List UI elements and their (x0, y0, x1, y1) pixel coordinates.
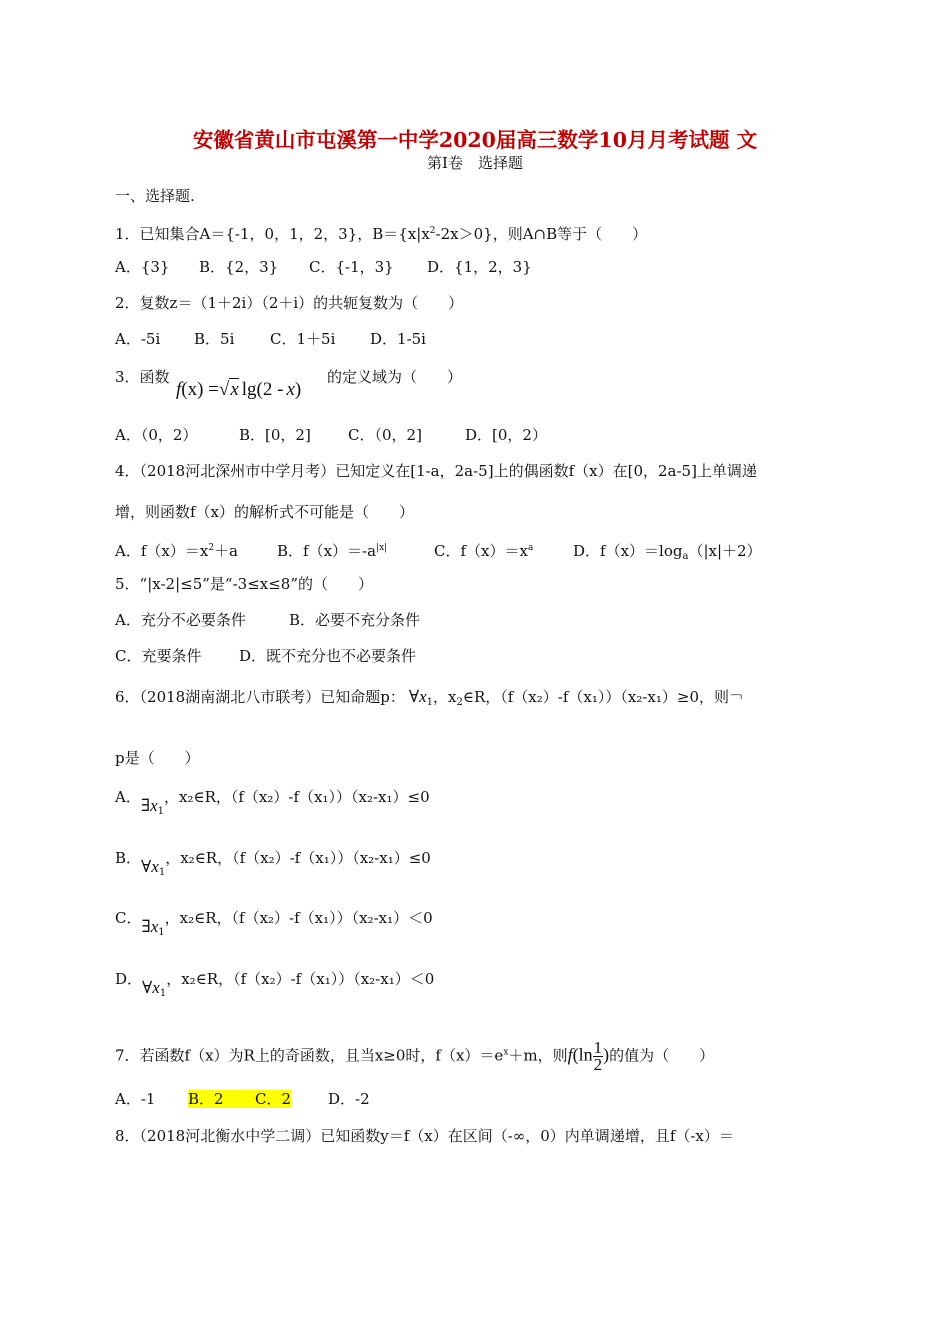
section-heading: 一、选择题. (115, 187, 195, 205)
option-a: A．-1 (115, 1090, 156, 1108)
question-4-line-1: 4．（2018河北深州市中学月考）已知定义在[1-a，2a-5]上的偶函数f（x）在[0，2a-5]上单调递 (115, 462, 757, 480)
option-a: A．-5i (115, 330, 161, 348)
question-5: 5．“|x-2|≤5”是“-3≤x≤8”的（ ） (115, 575, 373, 593)
option-a: A．{3} (115, 258, 170, 276)
question-1-options (115, 257, 532, 277)
option-c: C．$f(x)=x^a$ (434, 542, 534, 560)
option-d: D．{1，2，3} (427, 258, 532, 276)
question-5-options-row-2 (115, 646, 416, 666)
question-6-option-b: B．$\forall x_1$，x₂∈R，（f（x₂）-f（x₁））（x₂-x₁）≤0 (115, 849, 431, 878)
question-6-option-d: D．$\forall x_1$，x₂∈R，（f（x₂）-f（x₁））（x₂-x₁）＜0 (115, 970, 435, 999)
question-4-options (115, 538, 762, 567)
option-b: B．2 (188, 1090, 224, 1108)
question-6-line-1: 6．（2018湖南湖北八市联考）已知命题p： $\forall x_1$，$x_2\in R$，（f（x₂）-f（x₁））（x₂-x₁）≥0，则￢ (115, 687, 745, 708)
question-3-stem: 的定义域为（ ） (327, 368, 463, 386)
option-b: B．{2，3} (199, 258, 279, 276)
option-b: B．[0，2] (239, 426, 311, 444)
question-3-label: 3．函数 (115, 368, 170, 386)
question-2-options (115, 329, 426, 349)
question-4-line-2: 增，则函数f（x）的解析式不可能是（ ） (115, 503, 415, 521)
option-c: C．1＋5i (270, 330, 336, 348)
question-7-options (115, 1089, 370, 1109)
option-d: D．1-5i (370, 330, 426, 348)
option-a: A．（0，2） (115, 426, 198, 444)
question-6-option-a: A．$\exists x_1$，x₂∈R，（f（x₂）-f（x₁））（x₂-x₁）≤0 (115, 788, 430, 817)
option-c: C．{-1，3} (309, 258, 394, 276)
option-b: B．5i (194, 330, 235, 348)
option-c: C．2 (255, 1090, 292, 1108)
one-half-fraction: $\frac{1}{2}$ (593, 1038, 603, 1074)
question-7: 7．若函数f（x）为R上的奇函数，且当x≥0时，$f(x)=e^x+m$，则f(ln $\frac{1}{2}$ )的值为（ ） (115, 1038, 715, 1074)
section-subtitle: 第Ⅰ卷 选择题 (427, 154, 523, 172)
question-8: 8．（2018河北衡水中学二调）已知函数y＝f（x）在区间（-∞，0）内单调递增，且f（-x）＝ (115, 1127, 734, 1145)
highlighted-options (188, 1090, 291, 1108)
question-2: 2．复数z＝（1＋2i）（2＋i）的共轭复数为（ ） (115, 294, 464, 312)
option-d: D．-2 (328, 1090, 370, 1108)
option-a: A．$f(x)=x^2+a$ (115, 542, 238, 560)
question-3-options (115, 425, 547, 445)
page-title: 安徽省黄山市屯溪第一中学2020届高三数学10月月考试题 文 (192, 128, 758, 152)
question-5-options-row-1 (115, 610, 420, 630)
option-d: D．[0，2） (465, 426, 547, 444)
option-d: D．既不充分也不必要条件 (239, 647, 417, 665)
question-6-option-c: C．$\exists x_1$，x₂∈R，（f（x₂）-f（x₁））（x₂-x₁）＜0 (115, 909, 433, 938)
option-b: B．必要不充分条件 (289, 611, 421, 629)
option-b: B．$f(x)=-a^{|x|}$ (277, 542, 388, 560)
domain-formula: f(x) =√x lg(2 - x) (176, 379, 302, 400)
option-c: C．充要条件 (115, 647, 202, 665)
option-a: A．充分不必要条件 (115, 611, 246, 629)
option-c: C．（0，2] (348, 426, 422, 444)
question-6-line-2: p是（ ） (115, 749, 200, 767)
question-1: 1．已知集合A＝{-1，0，1，2，3}，$B=\{x|x^2-2x>0\}$，则A∩B等于（ ） (115, 225, 648, 243)
option-d: D．$f(x)=\log_a(|x|+2)$ (573, 542, 762, 562)
